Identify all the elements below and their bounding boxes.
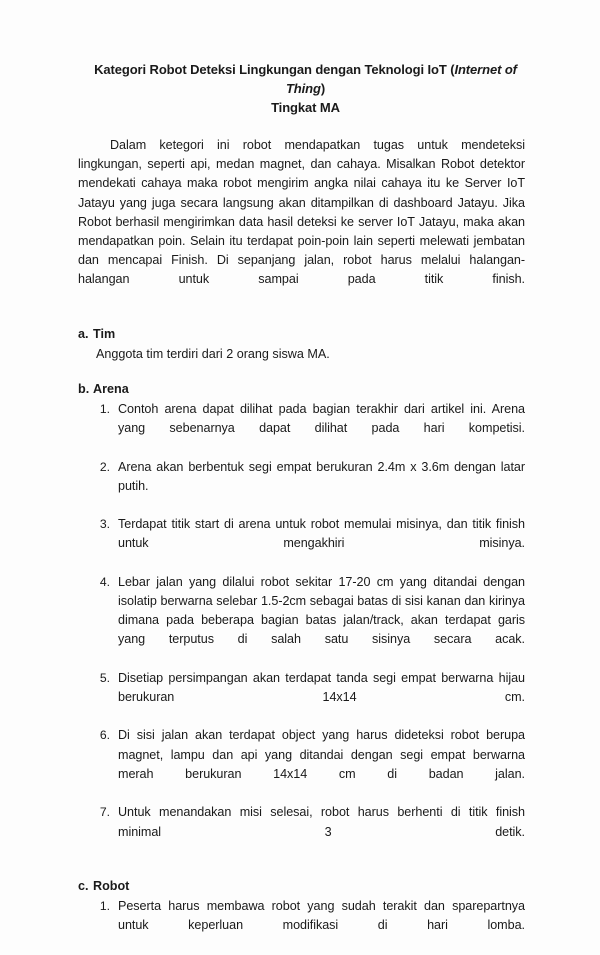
section-heading [78, 380, 525, 399]
list-item-number: 3. [99, 517, 110, 532]
list-item [93, 897, 525, 955]
page-title-line1 [94, 62, 517, 96]
list-item-number: 1. [99, 898, 110, 913]
page-title [78, 60, 525, 117]
list-item [93, 573, 525, 669]
list-item-number: 7. [99, 805, 110, 820]
page-title-line1-suffix: ) [320, 81, 326, 96]
page-title-line2: Tingkat MA [271, 100, 340, 115]
list-item [93, 400, 525, 458]
section-label: Arena [93, 382, 129, 397]
section-heading [78, 325, 525, 344]
robot-list [93, 897, 525, 955]
list-item [93, 669, 525, 727]
list-item-number: 6. [99, 728, 110, 743]
list-item-number: 2. [99, 459, 110, 474]
list-item-text: Contoh arena dapat dilihat pada bagian terakhir dari artikel ini. Arena yang sebenarnya dapat dilihat pada hari kompetisi. [118, 402, 525, 436]
section-marker: c. [78, 878, 89, 893]
section-marker: b. [78, 382, 90, 397]
section-tim [78, 325, 525, 364]
list-item [93, 726, 525, 803]
list-item [93, 515, 525, 573]
list-item-text: Terdapat titik start di arena untuk robot memulai misinya, dan titik finish untuk mengakhiri misinya. [118, 517, 525, 551]
list-item-text: Untuk menandakan misi selesai, robot harus berhenti di titik finish minimal 3 detik. [118, 805, 525, 839]
section-heading [78, 877, 525, 896]
section-robot [78, 877, 525, 955]
list-item-number: 1. [99, 402, 110, 417]
list-item-text: Disetiap persimpangan akan terdapat tanda segi empat berwarna hijau berukuran 14x14 cm. [118, 670, 525, 705]
list-item-number: 4. [99, 574, 110, 589]
list-item [93, 458, 525, 516]
section-marker: a. [78, 326, 89, 341]
page-title-line1-prefix: Kategori Robot Deteksi Lingkungan dengan Teknologi IoT ( [94, 62, 455, 77]
section-body-text: Anggota tim terdiri dari 2 orang siswa MA. [96, 346, 330, 361]
list-item-number: 5. [99, 670, 110, 685]
section-label: Tim [93, 326, 116, 341]
arena-list [93, 400, 525, 861]
list-item-text: Peserta harus membawa robot yang sudah terakit dan sparepartnya untuk keperluan modifikasi di hari lomba. [118, 898, 525, 933]
list-item [93, 803, 525, 861]
intro-paragraph: Dalam ketegori ini robot mendapatkan tugas untuk mendeteksi lingkungan, seperti api, medan magnet, dan cahaya. Misalkan Robot detektor mendekati cahaya maka robot mengirim angka nilai cahaya itu ke Server IoT Jatayu yang juga secara langsung akan ditampilkan di dashboard Jatayu. Jika Robot berhasil mengirimkan data hasil deteksi ke server IoT Jatayu, maka akan mendapatkan poin. Selain itu terdapat poin-poin lain seperti melewati jembatan dan mencapai Finish. Di sepanjang jalan, robot harus melalui halangan-halangan untuk sampai pada titik finish. [78, 138, 525, 287]
list-item-text: Di sisi jalan akan terdapat object yang harus dideteksi robot berupa magnet, lampu dan api yang ditandai dengan segi empat berwarna merah berukuran 14x14 cm di badan jalan. [118, 728, 525, 781]
page-title-line1-italic: Internet of Thing [285, 62, 517, 96]
section-label: Robot [93, 878, 130, 893]
list-item-text: Lebar jalan yang dilalui robot sekitar 17-20 cm yang ditandai dengan isolatip berwarna selebar 1.5-2cm sebagai batas di sisi kanan dan kirinya dimana pada beberapa bagian batas jalan/track, akan terdapat garis yang terputus di salah satu sisinya secara acak. [118, 574, 525, 647]
section-arena [78, 380, 525, 861]
list-item-text: Arena akan berbentuk segi empat berukuran 2.4m x 3.6m dengan latar putih. [118, 459, 525, 493]
